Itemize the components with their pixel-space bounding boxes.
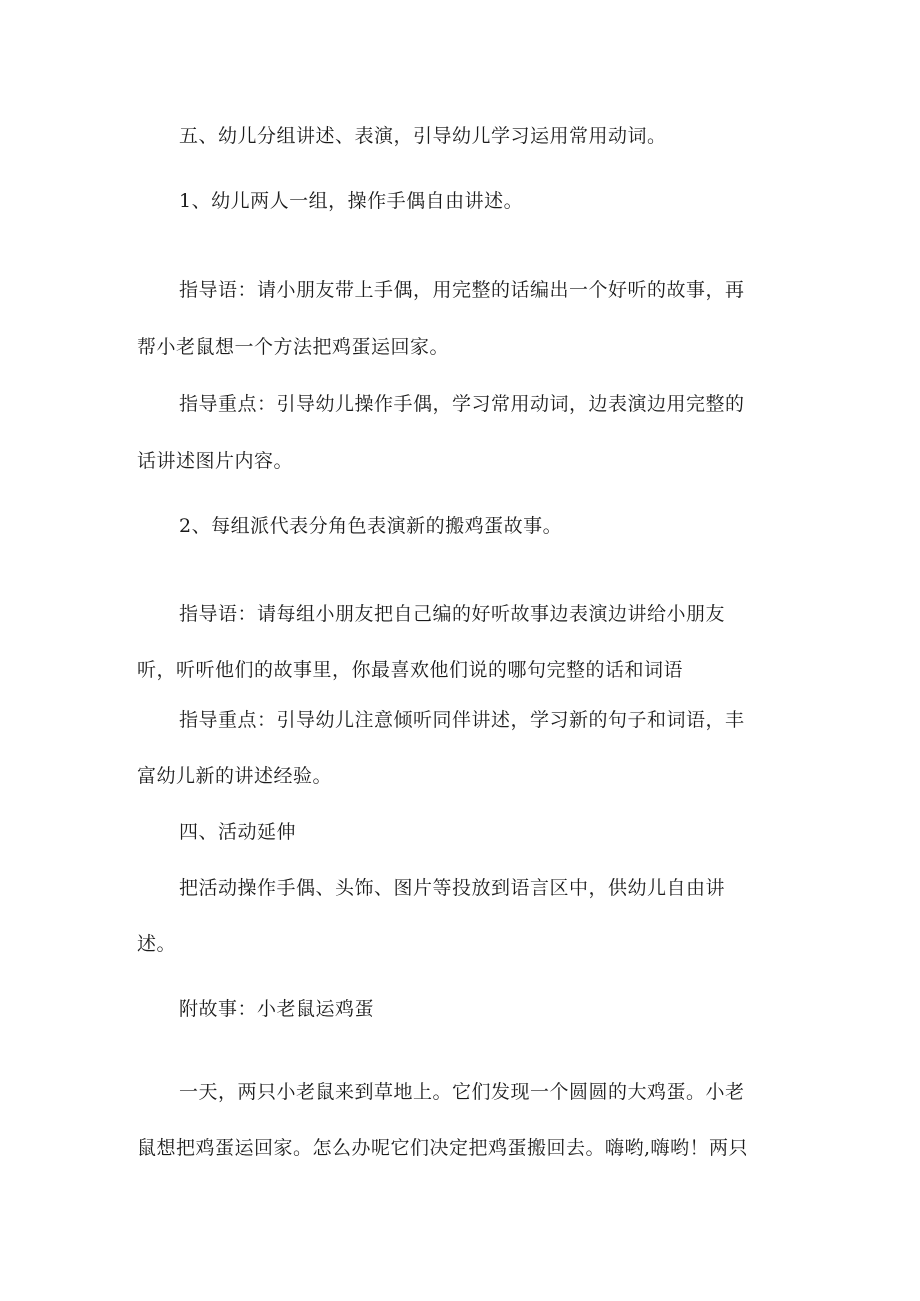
section-heading-four: 四、活动延伸 <box>179 821 297 843</box>
extension-line-2: 述。 <box>137 933 177 955</box>
guidance-2-line-2: 听，听听他们的故事里，你最喜欢他们说的哪句完整的话和词语 <box>137 659 684 681</box>
extension-line-1: 把活动操作手偶、头饰、图片等投放到语言区中，供幼儿自由讲 <box>179 877 726 899</box>
focus-1-line-2: 话讲述图片内容。 <box>137 450 294 472</box>
step-1: 1、幼儿两人一组，操作手偶自由讲述。 <box>179 190 524 212</box>
section-heading-five: 五、幼儿分组讲述、表演，引导幼儿学习运用常用动词。 <box>179 125 667 147</box>
focus-1-line-1: 指导重点：引导幼儿操作手偶，学习常用动词，边表演边用完整的 <box>179 393 745 415</box>
step-2: 2、每组派代表分角色表演新的搬鸡蛋故事。 <box>179 515 563 537</box>
story-line-2: 鼠想把鸡蛋运回家。怎么办呢它们决定把鸡蛋搬回去。嗨哟,嗨哟！两只 <box>137 1137 749 1159</box>
story-line-1: 一天，两只小老鼠来到草地上。它们发现一个圆圆的大鸡蛋。小老 <box>179 1081 745 1103</box>
story-title: 附故事：小老鼠运鸡蛋 <box>179 998 375 1020</box>
focus-2-line-2: 富幼儿新的讲述经验。 <box>137 765 333 787</box>
focus-2-line-1: 指导重点：引导幼儿注意倾听同伴讲述，学习新的句子和词语，丰 <box>179 709 745 731</box>
guidance-2-line-1: 指导语：请每组小朋友把自己编的好听故事边表演边讲给小朋友 <box>179 603 726 625</box>
guidance-1-line-1: 指导语：请小朋友带上手偶，用完整的话编出一个好听的故事，再 <box>179 279 745 301</box>
guidance-1-line-2: 帮小老鼠想一个方法把鸡蛋运回家。 <box>137 336 450 358</box>
